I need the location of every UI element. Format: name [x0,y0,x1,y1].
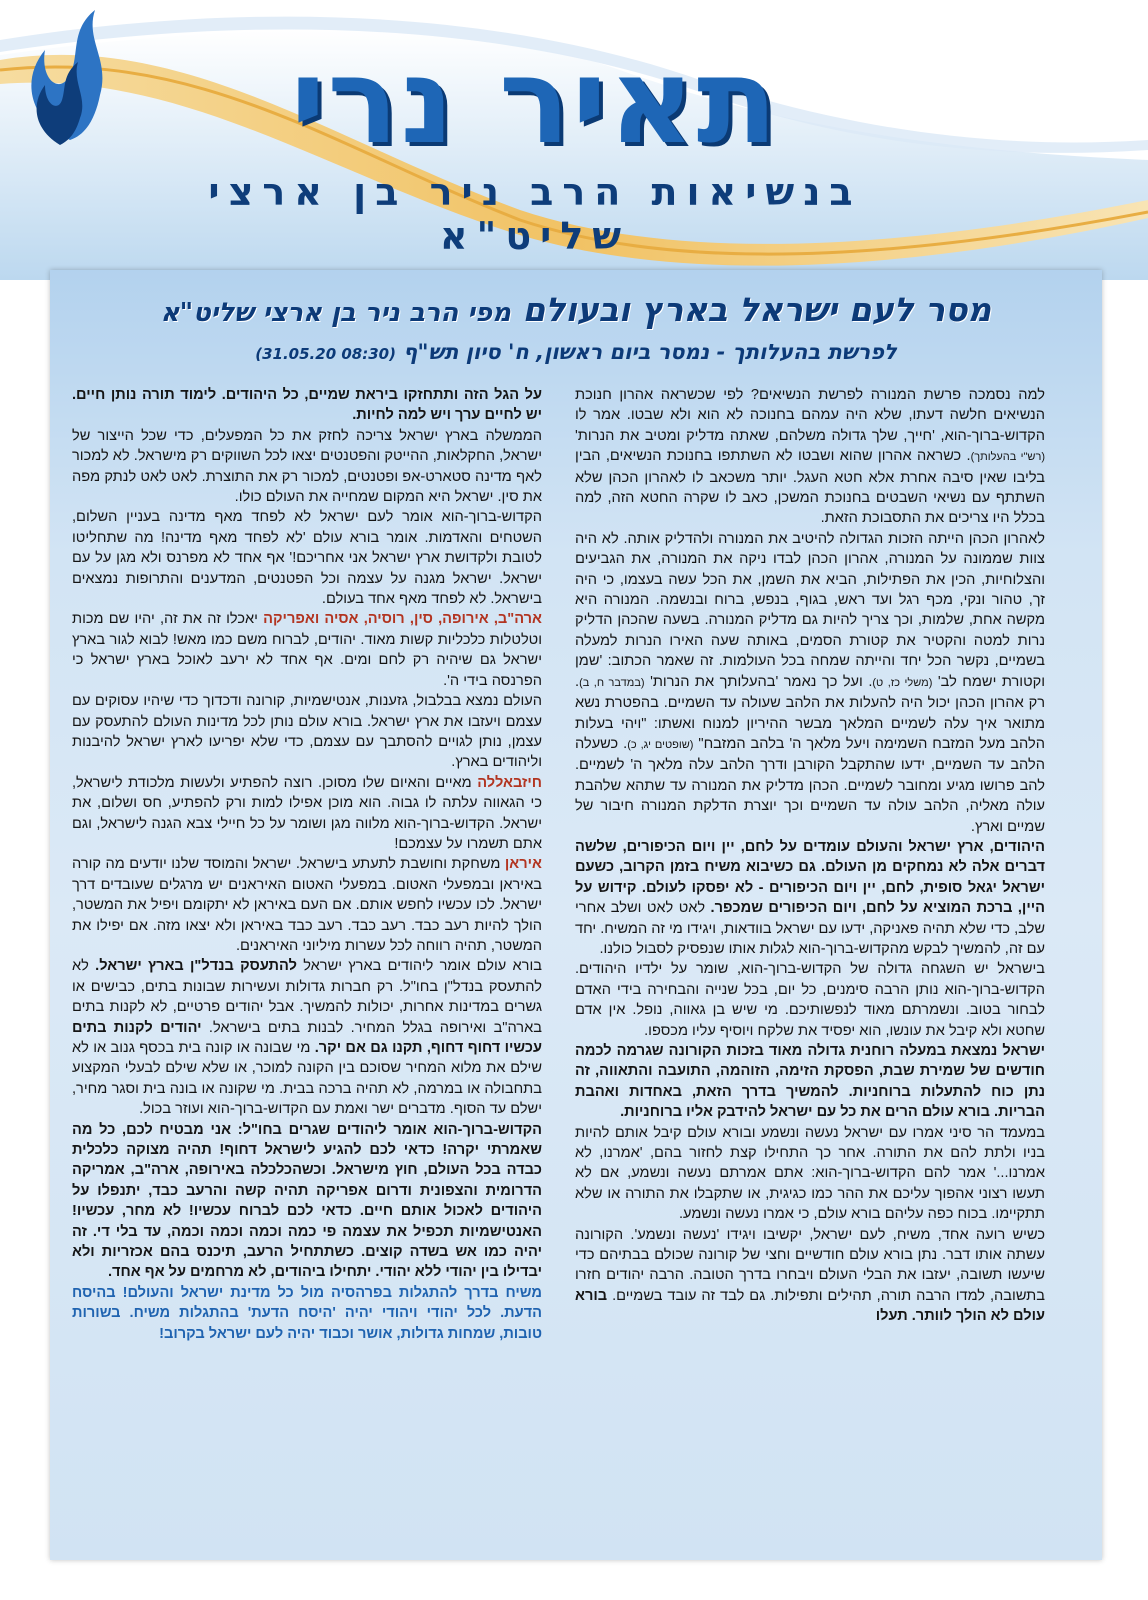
paragraph: העולם נמצא בבלבול, גזענות, אנטישמיות, קורונה ודכדוך כדי שיהיו עסוקים עם עצמם ויעזבו את ארץ ישראל. בורא עולם נותן לכל מדינות העולם להתעסק עם עצמן, נותן לגויים להסתבך עם עצמם, כדי שלא יפריעו לארץ ישראל להיבנות וליהודים בארץ. [72,693,542,771]
paragraph: הקדוש-ברוך-הוא אומר לעם ישראל לא לפחד מאף מדינה בעניין השלום, השטחים והאדמות. אומר בורא עולם 'לא לפחד מאף מדינה! מה שתחליטו לטובת ולקדושת ארץ ישראל אני אחריכם!' אף אחד לא מפרנס ולא מגן על עם ישראל. ישראל מגנה על עצמה וכל הפטנטים, המדענים והתרופות נמצאים בישראל. לא לפחד מאף אחד בעולם. [72,509,542,608]
masthead-title: תאיר נרי [290,32,780,170]
paragraph: היהודים, ארץ ישראל והעולם עומדים על לחם, יין ויום הכיפורים, שלשה דברים אלה לא נמחקים מן העולם. גם כשיבוא משיח בזמן הקרוב, כשעם ישראל יגאל סופית, לחם, יין ויום הכיפורים - לא יפסקו לעולם. קידוש על היין, ברכת המוציא על לחם, ויום הכיפורים שמכפר. לאט לאט ושלב אחרי שלב, כדי שלא תהיה פאניקה, ידעו עם ישראל בוודאות, ויגידו מי זה המשיח. יחד עם זה, להמשיך לבקש מהקדוש-ברוך-הוא לגלות אותו שנפסיק לסבול כולנו. [575,838,1045,957]
article-headline [60,290,1092,329]
article-column-right [575,385,1045,1327]
closing-blessing: משיח בדרך להתגלות בפרהסיה מול כל מדינת ישראל והעולם! בהיסח הדעת. לכל יהודי ויהודי יהיה 'היסח הדעת' בהתגלות משיח. בשורות טובות, שמחות גדולות, אושר וכבוד יהיה לעם ישראל בקרוב! [72,1284,542,1342]
headline-title: מסר לעם ישראל בארץ ובעולם [522,290,992,329]
paragraph: בישראל יש השגחה גדולה של הקדוש-ברוך-הוא, שומר על ילדיו היהודים. הקדוש-ברוך-הוא נותן הרבה סימנים, כל יום, בכל שנייה והבחירה בידי האדם לבחור בטוב. ונשמרתם מאוד לנפשותיכם. מי שיש בן גאווה, נופל. אין אדם שחטא ולא קיבל את עונשו, הוא יפסיד את שלקח ויוסיף עליו מכספו. [575,961,1045,1039]
paragraph: במעמד הר סיני אמרו עם ישראל נעשה ונשמע ובורא עולם קיבל אותם להיות בניו ולתת להם את התורה. אחר כך התחילו קצת לחזור בהם, 'אמרנו, לא אמרנו...' אמר להם הקדוש-ברוך-הוא: אתם אמרתם נעשה ונשמע, אם לא תעשו רצוני אהפוך עליכם את ההר כמו כגיגית, או שתקבלו את התורה או שלא תתקיימו. בכוח כפה עליהם בורא עולם, כי אמרו נעשה ונשמע. [575,1124,1045,1223]
paragraph: כשיש רועה אחד, משיח, לעם ישראל, יקשיבו ויגידו 'נעשה ונשמע'. הקורונה עשתה אותו דבר. נתן בורא עולם חודשיים וחצי של קורונה שכולם בבתיהם כדי שיעשו תשובה, יעזבו את הבלי העולם ויבחרו בדרך הטובה. הרבה יהודים חזרו בתשובה, למדו הרבה תורה, תהילים ותפילות. גם לבד זה עובד בשמיים. בורא עולם לא הולך לוותר. תעלו [575,1226,1045,1325]
paragraph: הקדוש-ברוך-הוא אומר ליהודים שגרים בחו"ל: אני מבטיח לכם, כל מה שאמרתי יקרה! כדאי לכם להגיע לישראל דחוף! תהיה מצוקה כלכלית כבדה בכל העולם, חוץ מישראל. וכשהכלכלה באירופה, ארה"ב, אמריקה הדרומית והצפונית ודרום אפריקה תהיה קשה והרעב כבד, יתנפלו על היהודים לאכול אותם חיים. כדאי לכם לברוח עכשיו! לא מחר, עכשיו! האנטישמיות תכפיל את עצמה פי כמה וכמה וכמה וכמה, עד בלי די. זה יהיה כמו אש בשדה קוצים. כשתתחיל הרעב, תיכנס בהם אכזריות ולא יבדילו בין יהודי ללא יהודי. יתחילו ביהודים, לא מרחמים על אף אחד. [72,1121,542,1281]
highlight-iran: איראן [504,856,542,873]
article-subheadline [60,340,1092,364]
paragraph: למה נסמכה פרשת המנורה לפרשת הנשיאים? לפי שכשראה אהרון חנוכת הנשיאים חלשה דעתו, שלא היה עמהם בחנוכה לא הוא ולא שבטו. אמר לו הקדוש-ברוך-הוא, 'חייך, שלך גדולה משלהם, שאתה מדליק ומטיב את הנרות' (רש"י בהעלותך). כשראה אהרון שהוא ושבטו לא השתתפו בחנוכת הנשיאים, הבין בליבו שאין סיבה אחרת אלא חטא העגל. יותר משכאב לו לאהרון הכהן שלא השתתף עם נשיאי השבטים בחנוכת המשכן, כאב לו שקרה החטא הזה, למה בכלל היו צריכים את התסבוכת הזאת. [575,387,1045,527]
subheadline-datetime: (08:30 31.05.20) [255,345,396,363]
paragraph: חיזבאללה מאיים והאיום שלו מסוכן. רוצה להפתיע ולעשות מלכודת לישראל, כי הגאווה עלתה לו גבוה. הוא מוכן אפילו למות ורק להפתיע, חס ושלום, את ישראל. הקדוש-ברוך-הוא מלווה מגן ושומר על כל חיילי צבא הגנה לישראל, וגם אתם תשמרו על עצמכם! [72,774,542,852]
paragraph: ארה"ב, אירופה, סין, רוסיה, אסיה ואפריקה יאכלו זה את זה, יהיו שם מכות וטלטלות כלכליות קשות מאוד. יהודים, לברוח משם כמו מאש! לבוא לגור בארץ ישראל גם שיהיה רק לחם ומים. אף אחד לא ירעב לאוכל בארץ ישראל כי הפרנסה בידי ה'. [72,611,542,689]
masthead [0,0,1148,280]
paragraph: איראן משחקת וחושבת לתעתע בישראל. ישראל והמוסד שלנו יודעים מה קורה באיראן ובמפעלי האטום. במפעלי האטום האיראנים יש מרגלים שעובדים דרך ישראל. לכו עכשיו לחפש אותם. אם העם באיראן לא יתקומם ויפיל את המשטר, הולך להיות רעב כבד. רעב כבד. רעב כבד באיראן ולא יצאו מזה. אם יפילו את המשטר, תהיה רווחה לכל עשרות מיליוני האיראנים. [72,856,542,954]
paragraph: לאהרון הכהן הייתה הזכות הגדולה להיטיב את המנורה ולהדליק אותה. לא היה צוות שממונה על המנורה, אהרון הכהן לבדו ניקה את המנורה, את הגביעים והצלוחיות, הכין את הפתילות, הביא את השמן, את הכל עשה בעצמו, כי היה זך, טהור ונקי, מכף רגל ועד ראש, בגוף, בנפש, ברוח ובנשמה. המנורה היא מקשה אחת, שלמות, וכך צריך להיות גם מדליק המנורה. בשעה שהכהן הדליק נרות למטה והקטיר את קטורת הסמים, באותה שעה האירו הנרות למעלה בשמיים, נקשר הכל יחד והייתה שמחה בכל העולמות. זה שאמר הכתוב: 'שמן וקטורת ישמח לב' (משלי כז, ט). ועל כך נאמר 'בהעלותך את הנרות' (במדבר ח, ב). רק אהרון הכהן יכול היה להעלות את הלהב שעולה עד השמיים. בהפטרת נשא מתואר איך עלה לשמיים המלאך מבשר ההיריון למנוח ואשתו: "ויהי בעלות הלהב מעל המזבח השמימה ויעל מלאך ה' בלהב המזבח" (שופטים יג, כ). כשעלה הלהב עד השמיים, ידעו שהתקבל הקורבן ודרך הלהב עלה מלאך ה' לשמיים. להב פרושו מגיע ומחובר לשמיים. הכהן מדליק את המנורה עד שתהא שלהבת עולה מאליה, הלהב עולה עד השמיים וכך יוצרת הדלקת המנורה חיבור של שמיים וארץ. [575,530,1046,835]
highlight-countries: ארה"ב, אירופה, סין, רוסיה, אסיה ואפריקה [263,611,542,628]
subheadline-text: לפרשת בהעלותך - נמסר ביום ראשון, ח' סיון תש"ף [403,340,897,364]
paragraph: הממשלה בארץ ישראל צריכה לחזק את כל המפעלים, כדי שכל הייצור של ישראל, החקלאות, ההייטק והפטנטים יצאו לכל השווקים רק מישראל. לא למכור לאף מדינה סטארט-אפ ופטנטים, למכור רק את התוצרת. לאט לאט לנתק מפה את סין. ישראל היא המקום שמחייה את העולם כולו. [72,427,542,506]
paragraph: בורא עולם אומר ליהודים בארץ ישראל להתעסק בנדל"ן בארץ ישראל. לא להתעסק בנדל"ן בחו"ל. רק חברות גדולות ועשירות שבונות בתים, כבישים או גשרים במדינות אחרות, יכולות להמשיך. אבל יהודים פרטיים, לא לקנות בתים בארה"ב ואירופה בגלל המחיר. לבנות בתים בישראל. יהודים לקנות בתים עכשיו דחוף דחוף, תקנו גם אם יקר. מי שבונה או קונה בית בכסף גנוב או לא שילם את מלוא המחיר שסוכם בין הקונה למוכר, או שלא שילם לבעלי המקצוע בתחבולה או במרמה, לא תהיה ברכה בבית. מי שקונה או בונה בית וסגר מחיר, ישלם עד הסוף. מדברים ישר ואמת עם הקדוש-ברוך-הוא ועוזר בכול. [72,958,542,1118]
highlight-hezbollah: חיזבאללה [477,774,542,791]
paragraph: ישראל נמצאת במעלה רוחנית גדולה מאוד בזכות הקורונה שגרמה לכמה חודשים של שמירת שבת, הפסקת הזימה, הזוהמה, התועבה והתאווה, זה נתן כוח להתעלות ברוחניות. להמשיך בדרך הזאת, באחדות ואהבת הבריות. בורא עולם הרים את כל עם ישראל להידבק אליו ברוחניות. [575,1043,1045,1121]
masthead-subtitle: בנשיאות הרב ניר בן ארצי שליט"א [208,170,862,258]
headline-byline: מפי הרב ניר בן ארצי שליט"א [160,298,511,328]
paragraph: על הגל הזה ותתחזקו ביראת שמיים, כל היהודים. לימוד תורה נותן חיים. יש לחיים ערך ויש למה לחיות. [72,387,542,424]
article-column-left [72,385,542,1344]
flame-logo-icon [0,0,120,150]
